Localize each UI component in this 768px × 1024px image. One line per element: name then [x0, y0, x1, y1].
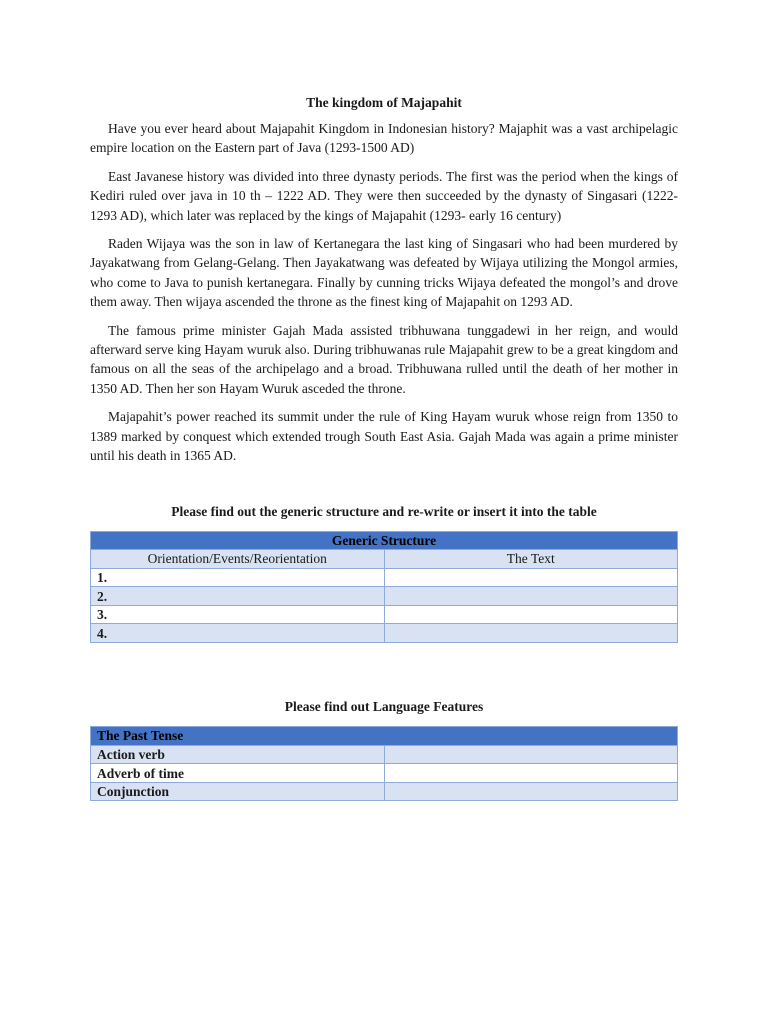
generic-structure-table [90, 531, 678, 644]
paragraph-1: Have you ever heard about Majapahit Kingdom in Indonesian history? Majaphit was a vast archipelagic empire location on the Eastern part of Java (1293-1500 AD) [90, 121, 678, 156]
document-body [90, 93, 678, 801]
structure-row-answer-cell[interactable] [384, 624, 678, 643]
paragraph-5: Majapahit’s power reached its summit under the rule of King Hayam wuruk whose reign from 1350 to 1389 marked by conquest which extended trough South East Asia. Gajah Mada was again a prime minister until his death in 1365 AD. [90, 409, 678, 464]
feature-row-label: Conjunction [91, 782, 385, 801]
past-tense-title: The Past Tense [91, 727, 678, 746]
structure-row-answer-cell[interactable] [384, 568, 678, 587]
document-title: The kingdom of Majapahit [306, 95, 462, 110]
feature-answer-cell[interactable] [384, 764, 678, 783]
feature-row-label: Action verb [91, 745, 385, 764]
structure-row-answer-cell[interactable] [384, 605, 678, 624]
paragraph-4: The famous prime minister Gajah Mada assisted tribhuwana tunggadewi in her reign, and would afterward serve king Hayam wuruk also. During tribhuwanas rule Majapahit grew to be a great kingdom and famous on all the seas of the archipelago and a broad. Tribhuwana rulled until the death of her mother in 1350 AD. Then her son Hayam Wuruk asceded the throne. [90, 322, 678, 396]
feature-answer-cell[interactable] [384, 782, 678, 801]
structure-row-label: 3. [91, 605, 385, 624]
structure-row-label: 2. [91, 587, 385, 606]
feature-row-label: Adverb of time [91, 764, 385, 783]
structure-row-label: 4. [91, 624, 385, 643]
structure-row-label: 1. [91, 568, 385, 587]
generic-structure-heading: Please find out the generic structure and re-write or insert it into the table [171, 503, 597, 519]
paragraph-2: East Javanese history was divided into three dynasty periods. The first was the period when the kings of Kediri ruled over java in 10 th – 1222 AD. They were then succeeded by the dynasty of Singasari (1222-1293 AD), which later was replaced by the kings of Majapahit (1293- early 16 century) [90, 168, 678, 223]
column-header-text: The Text [384, 550, 678, 569]
feature-answer-cell[interactable] [384, 745, 678, 764]
column-header-orientation: Orientation/Events/Reorientation [91, 550, 385, 569]
language-features-heading: Please find out Language Features [284, 699, 484, 715]
generic-structure-title: Generic Structure [91, 531, 678, 550]
structure-row-answer-cell[interactable] [384, 587, 678, 606]
paragraph-3: Raden Wijaya was the son in law of Kertanegara the last king of Singasari who had been murdered by Jayakatwang from Gelang-Gelang. Then Jayakatwang was defeated by Wijaya utilizing the Mongol armies, who come to Java to punish kertanegara. Finally by cunning tricks Wijaya defeated the mongol’s and drove them away. Then wijaya ascended the throne as the finest king of Majapahit on 1293 AD. [90, 236, 678, 310]
language-features-table [90, 726, 678, 801]
